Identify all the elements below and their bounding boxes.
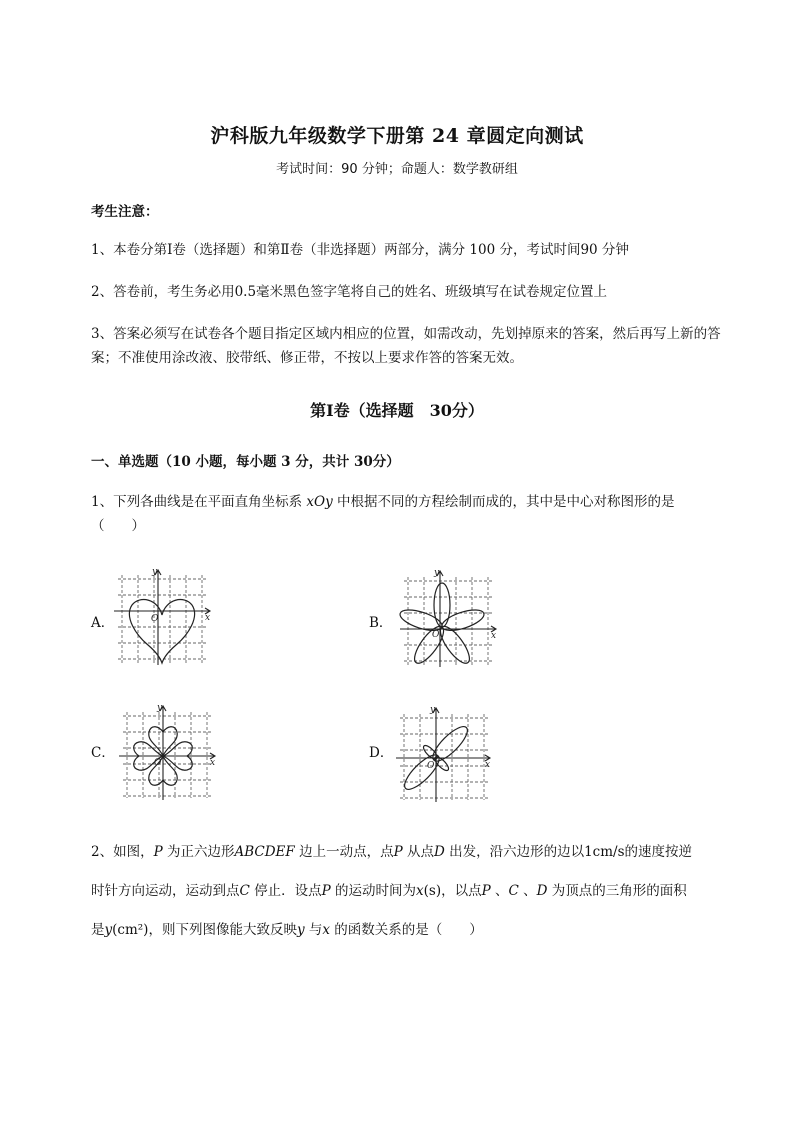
x-axis-label: x xyxy=(491,631,497,641)
question-text: 从点 xyxy=(402,844,434,860)
grid xyxy=(404,577,497,665)
origin-label: O xyxy=(427,761,435,771)
math-variable: x xyxy=(416,883,424,899)
option-b-label: B． xyxy=(369,615,393,631)
math-variable: D xyxy=(433,844,445,860)
math-variable: ABCDEF xyxy=(234,844,295,860)
x-axis-label: x xyxy=(210,758,216,768)
question-text: 、 xyxy=(490,883,509,899)
notice-item-3: 3、答案必须写在试卷各个题目指定区域内相应的位置，如需改动，先划掉原来的答案，然后再写上新的答案；不准使用涂改液、胶带纸、修正带，不按以上要求作答的答案无效。 xyxy=(91,326,721,366)
option-a-label: A． xyxy=(91,615,115,631)
question-2-line-2 xyxy=(91,879,746,903)
axis-arrows xyxy=(437,571,496,632)
axes xyxy=(114,571,210,665)
question-2-line-3 xyxy=(91,918,746,942)
option-a-heart-graph xyxy=(112,565,216,670)
flower-curve xyxy=(398,583,486,667)
math-variable: C xyxy=(508,883,519,899)
question-text: 的函数关系的是（ ） xyxy=(330,922,483,938)
grid xyxy=(400,714,491,800)
axis-arrows xyxy=(433,708,490,761)
page-title: 沪科版九年级数学下册第 24 章圆定向测试 xyxy=(210,125,584,147)
question-text: 是 xyxy=(91,922,105,938)
question-text: (s)，以点 xyxy=(423,883,482,899)
math-variable: x xyxy=(322,922,331,938)
y-axis-label: y xyxy=(430,705,436,715)
x-axis-label: x xyxy=(485,760,491,770)
option-d-propeller-graph xyxy=(394,704,494,804)
math-variable: P xyxy=(321,883,331,899)
option-c-clover-graph xyxy=(117,702,221,802)
notice-item-2: 2、答卷前，考生务必用0.5毫米黑色签字笔将自己的姓名、班级填写在试卷规定位置上 xyxy=(91,284,608,300)
section-subheading: 一、单选题（10 小题，每小题 3 分，共计 30分） xyxy=(91,454,400,470)
option-b-flower-graph xyxy=(398,567,502,671)
math-variable: y xyxy=(296,922,305,938)
heart-curve xyxy=(129,600,194,663)
y-axis-label: y xyxy=(434,568,440,578)
option-c-label: C． xyxy=(91,745,115,761)
question-text: 、 xyxy=(518,883,537,899)
question-text: (cm²)，则下列图像能大致反映 xyxy=(112,922,297,938)
question-text: 2、如图， xyxy=(91,844,154,860)
origin-label: O xyxy=(151,614,159,624)
math-variable: P xyxy=(153,844,163,860)
question-text: 停止．设点 xyxy=(249,883,322,899)
section-title: 第Ⅰ卷（选择题 30分） xyxy=(310,401,484,420)
notice-item-1: 1、本卷分第Ⅰ卷（选择题）和第Ⅱ卷（非选择题）两部分，满分 100 分，考试时间90 分钟 xyxy=(91,242,629,258)
question-text: 边上一动点，点 xyxy=(294,844,394,860)
math-variable: y xyxy=(104,922,113,938)
question-text: 为顶点的三角形的面积 xyxy=(547,883,687,899)
question-text: 的运动时间为 xyxy=(330,883,417,899)
origin-label: O xyxy=(432,630,440,640)
question-text: 与 xyxy=(304,922,323,938)
q1-text-var: xOy xyxy=(306,494,333,510)
q1-answer-blank: （ ） xyxy=(91,518,145,534)
question-text: 出发，沿六边形的边以1cm/s的速度按逆 xyxy=(444,844,693,860)
math-variable: D xyxy=(536,883,548,899)
notice-heading: 考生注意： xyxy=(91,204,159,220)
origin-label: O xyxy=(154,758,162,768)
math-variable: C xyxy=(239,883,250,899)
option-d-label: D． xyxy=(369,745,394,761)
math-variable: P xyxy=(393,844,403,860)
axes xyxy=(396,708,490,802)
math-variable: P xyxy=(481,883,491,899)
y-axis-label: y xyxy=(157,703,163,713)
q1-text-post: 中根据不同的方程绘制而成的，其中是中心对称图形的是 xyxy=(332,494,675,510)
question-2-line-1 xyxy=(91,840,746,864)
y-axis-label: y xyxy=(152,567,158,577)
question-text: 时针方向运动，运动到点 xyxy=(91,883,240,899)
question-text: 为正六边形 xyxy=(162,844,235,860)
exam-subtitle: 考试时间：90 分钟；命题人：数学教研组 xyxy=(276,162,518,177)
x-axis-label: x xyxy=(205,613,211,623)
q1-text-pre: 1、下列各曲线是在平面直角坐标系 xyxy=(91,494,307,510)
question-1-text xyxy=(91,490,746,538)
